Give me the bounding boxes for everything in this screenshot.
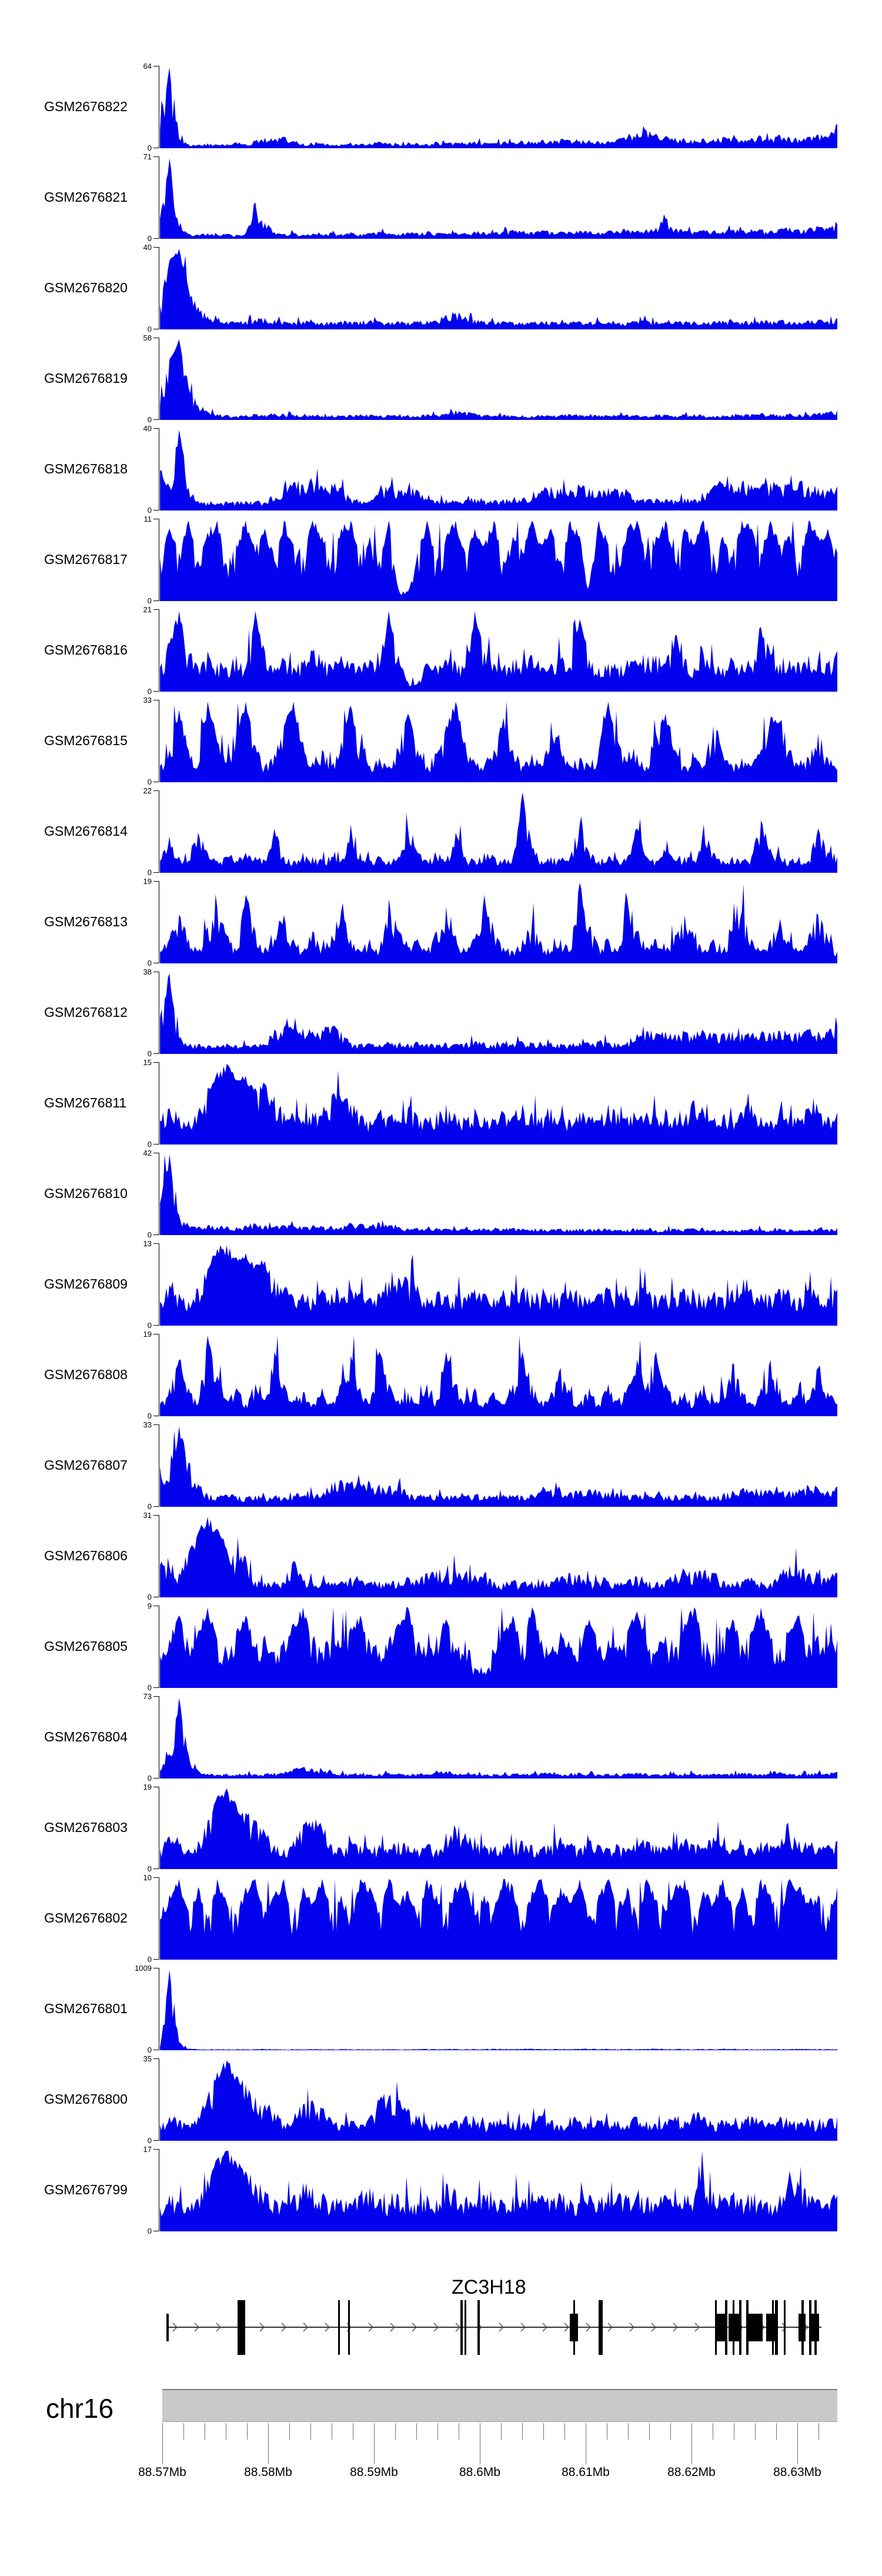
track-label: GSM2676803	[44, 1820, 128, 1835]
track-ymax-label: 22	[143, 786, 152, 795]
track-yzero-label: 0	[147, 1774, 152, 1783]
track-yzero-label: 0	[147, 144, 152, 152]
axis-tick	[153, 1243, 159, 1244]
axis-tick	[153, 600, 159, 601]
ruler-minor-tick	[670, 2423, 671, 2440]
track-yzero-label: 0	[147, 1955, 152, 1964]
ruler-minor-tick	[437, 2423, 438, 2440]
coverage-signal	[160, 1515, 837, 1597]
ruler-major-tick	[268, 2423, 269, 2464]
track-ymax-label: 33	[143, 696, 152, 705]
track-yzero-label: 0	[147, 415, 152, 424]
axis-tick	[153, 1234, 159, 1235]
track-ymax-label: 38	[143, 967, 152, 976]
coverage-signal	[160, 1877, 837, 1960]
track-ymax-label: 71	[143, 152, 152, 161]
track-label: GSM2676819	[44, 371, 128, 386]
track-yzero-label: 0	[147, 596, 152, 605]
track-yzero-label: 0	[147, 1140, 152, 1149]
axis-tick	[153, 1868, 159, 1869]
coverage-signal	[160, 428, 837, 510]
track-ymax-label: 73	[143, 1692, 152, 1701]
track-yzero-label: 0	[147, 506, 152, 515]
track-ymax-label: 19	[143, 877, 152, 886]
gene-model-drawing	[0, 2294, 882, 2361]
track-ymax-label: 31	[143, 1511, 152, 1520]
axis-tick	[153, 881, 159, 882]
track-label: GSM2676812	[44, 1005, 128, 1020]
coverage-signal	[160, 972, 837, 1054]
coverage-signal	[160, 338, 837, 420]
gene-name-label: ZC3H18	[452, 2276, 526, 2298]
ruler-tick-label: 88.57Mb	[138, 2465, 186, 2479]
coverage-signal	[160, 1606, 837, 1688]
ruler-minor-tick	[310, 2423, 311, 2440]
ruler-minor-tick	[522, 2423, 523, 2440]
axis-tick	[153, 238, 159, 239]
track-label: GSM2676813	[44, 914, 128, 929]
ruler-minor-tick	[628, 2423, 629, 2440]
track-ymax-label: 64	[143, 62, 152, 71]
track-yzero-label: 0	[147, 1230, 152, 1239]
axis-tick	[153, 1424, 159, 1425]
ruler-minor-tick	[564, 2423, 565, 2440]
track-label: GSM2676820	[44, 280, 128, 295]
track-label: GSM2676816	[44, 642, 128, 658]
track-yzero-label: 0	[147, 2046, 152, 2054]
ruler-minor-tick	[755, 2423, 756, 2440]
track-label: GSM2676800	[44, 2091, 128, 2107]
coverage-signal	[160, 609, 837, 692]
ruler-major-tick	[162, 2423, 163, 2464]
axis-tick	[153, 1053, 159, 1054]
track-ymax-label: 40	[143, 243, 152, 252]
ruler-minor-tick	[818, 2423, 819, 2440]
track-ymax-label: 15	[143, 1058, 152, 1067]
axis-tick	[153, 2149, 159, 2150]
track-label: GSM2676817	[44, 552, 128, 567]
track-ymax-label: 58	[143, 333, 152, 342]
ruler-minor-tick	[416, 2423, 417, 2440]
track-label: GSM2676806	[44, 1548, 128, 1563]
axis-tick	[153, 1687, 159, 1688]
track-yzero-label: 0	[147, 325, 152, 333]
axis-tick	[153, 2058, 159, 2059]
ruler-minor-tick	[289, 2423, 290, 2440]
axis-tick	[153, 156, 159, 157]
track-label: GSM2676818	[44, 461, 128, 476]
track-label: GSM2676814	[44, 823, 128, 839]
ruler-minor-tick	[543, 2423, 544, 2440]
track-ymax-label: 11	[143, 515, 152, 523]
track-yzero-label: 0	[147, 959, 152, 967]
track-ymax-label: 21	[143, 605, 152, 614]
track-label: GSM2676805	[44, 1639, 128, 1654]
track-label: GSM2676807	[44, 1457, 128, 1473]
track-yzero-label: 0	[147, 1049, 152, 1058]
coverage-signal	[160, 700, 837, 782]
track-yzero-label: 0	[147, 2227, 152, 2235]
track-ymax-label: 17	[143, 2145, 152, 2154]
track-ymax-label: 10	[143, 1873, 152, 1882]
track-label: GSM2676802	[44, 1910, 128, 1926]
ruler-minor-tick	[395, 2423, 396, 2440]
coverage-signal	[160, 1153, 837, 1235]
track-label: GSM2676822	[44, 99, 128, 114]
axis-tick	[153, 1325, 159, 1326]
track-label: GSM2676809	[44, 1276, 128, 1292]
ruler-minor-tick	[247, 2423, 248, 2440]
track-yzero-label: 0	[147, 1593, 152, 1601]
axis-tick	[153, 1062, 159, 1063]
axis-tick	[153, 872, 159, 873]
track-ymax-label: 42	[143, 1149, 152, 1157]
axis-tick	[153, 1696, 159, 1697]
coverage-signal	[160, 881, 837, 963]
track-ymax-label: 1009	[135, 1964, 152, 1973]
coverage-signal	[160, 1334, 837, 1416]
ruler-major-tick	[797, 2423, 798, 2464]
track-yzero-label: 0	[147, 1502, 152, 1511]
track-yzero-label: 0	[147, 1683, 152, 1692]
ruler-major-tick	[691, 2423, 692, 2464]
axis-tick	[153, 790, 159, 791]
ruler-tick-label: 88.61Mb	[562, 2465, 610, 2479]
ruler-minor-tick	[776, 2423, 777, 2440]
axis-tick	[153, 1515, 159, 1516]
track-yzero-label: 0	[147, 868, 152, 877]
track-yzero-label: 0	[147, 687, 152, 696]
axis-tick	[153, 691, 159, 692]
track-label: GSM2676801	[44, 2001, 128, 2016]
coverage-signal	[160, 2149, 837, 2231]
track-yzero-label: 0	[147, 1412, 152, 1420]
track-yzero-label: 0	[147, 234, 152, 243]
track-ymax-label: 35	[143, 2054, 152, 2063]
track-ymax-label: 19	[143, 1783, 152, 1791]
axis-tick	[153, 1506, 159, 1507]
axis-tick	[153, 1877, 159, 1878]
track-label: GSM2676810	[44, 1186, 128, 1201]
coverage-signal	[160, 156, 837, 239]
coverage-signal	[160, 247, 837, 329]
coverage-signal	[160, 1968, 837, 2050]
track-label: GSM2676815	[44, 733, 128, 748]
coverage-signal	[160, 1424, 837, 1507]
axis-tick	[153, 428, 159, 429]
track-label: GSM2676799	[44, 2182, 128, 2197]
track-label: GSM2676804	[44, 1729, 128, 1744]
track-label: GSM2676811	[44, 1095, 127, 1110]
track-yzero-label: 0	[147, 778, 152, 786]
ruler-bar	[162, 2389, 837, 2422]
track-yzero-label: 0	[147, 2136, 152, 2145]
coverage-signal	[160, 519, 837, 601]
coverage-signal	[160, 790, 837, 873]
coverage-signal	[160, 66, 837, 148]
track-label: GSM2676808	[44, 1367, 128, 1382]
ruler-minor-tick	[501, 2423, 502, 2440]
ruler-tick-label: 88.63Mb	[773, 2465, 821, 2479]
axis-tick	[153, 419, 159, 420]
track-ymax-label: 9	[147, 1601, 152, 1610]
coverage-signal	[160, 1062, 837, 1144]
track-ymax-label: 19	[143, 1330, 152, 1339]
track-label: GSM2676821	[44, 189, 128, 205]
track-ymax-label: 40	[143, 424, 152, 433]
ruler-tick-label: 88.6Mb	[459, 2465, 501, 2479]
ruler-minor-tick	[649, 2423, 650, 2440]
ruler-tick-label: 88.59Mb	[350, 2465, 398, 2479]
ruler-tick-label: 88.62Mb	[667, 2465, 716, 2479]
track-ymax-label: 33	[143, 1420, 152, 1429]
chromosome-label: chr16	[46, 2393, 114, 2424]
axis-tick	[153, 247, 159, 248]
coverage-signal	[160, 1696, 837, 1778]
axis-tick	[153, 609, 159, 610]
coverage-signal	[160, 2058, 837, 2141]
track-yzero-label: 0	[147, 1864, 152, 1873]
axis-tick	[153, 1959, 159, 1960]
ruler-major-tick	[374, 2423, 375, 2464]
track-yzero-label: 0	[147, 1321, 152, 1330]
ruler-tick-label: 88.58Mb	[244, 2465, 292, 2479]
coverage-signal	[160, 1243, 837, 1326]
track-ymax-label: 13	[143, 1239, 152, 1248]
axis-tick	[153, 2140, 159, 2141]
coverage-signal	[160, 1787, 837, 1869]
ruler-minor-tick	[183, 2423, 184, 2440]
